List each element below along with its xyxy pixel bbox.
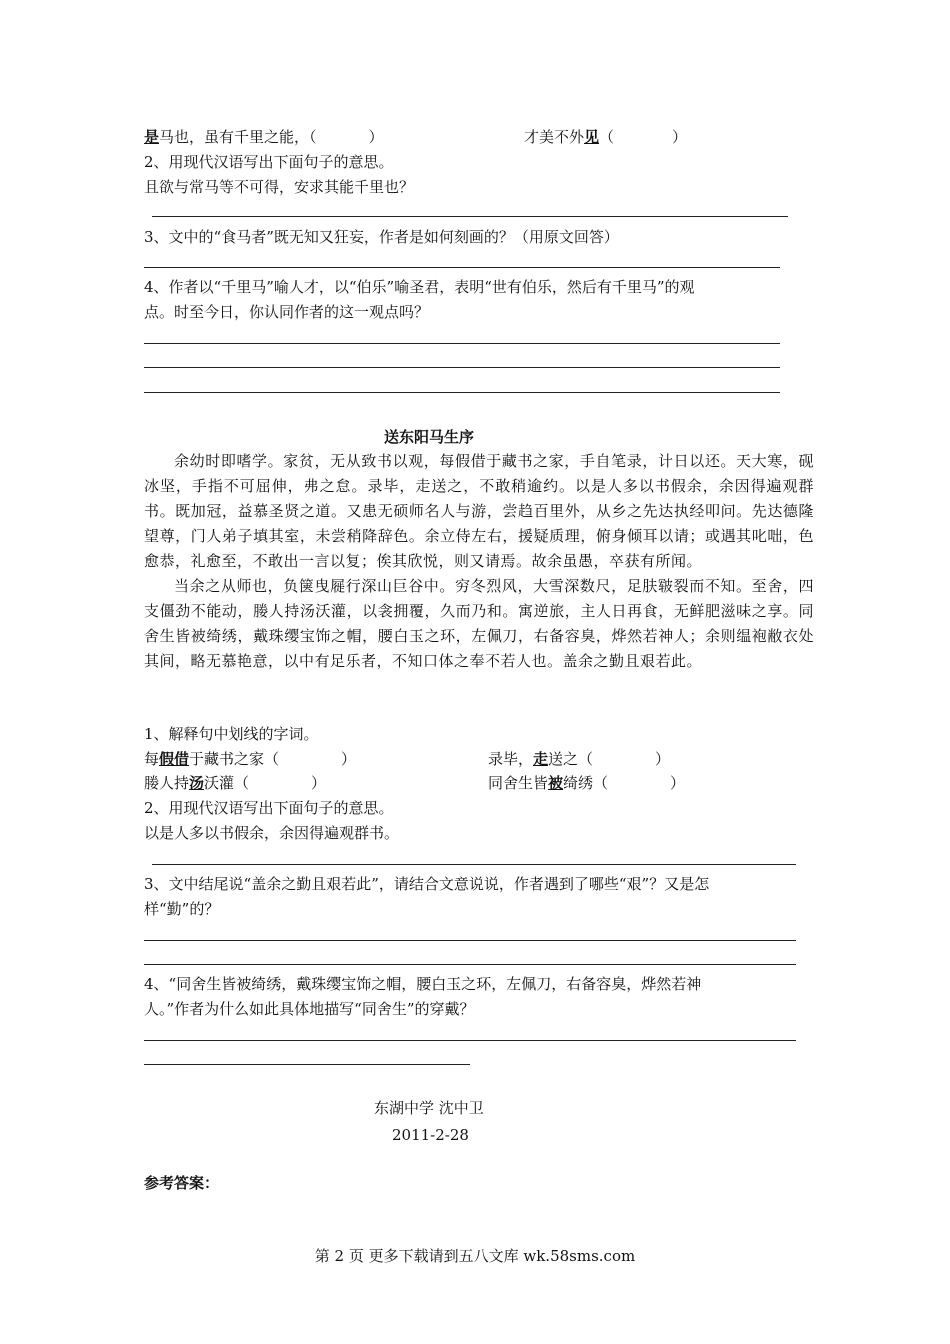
s2-q1c-close: ） [311, 774, 327, 792]
s1-q2-sentence: 且欲与常马等不可得，安求其能千里也？ [144, 178, 415, 196]
s2-q3-line1: 3、文中结尾说“盖余之勤且艰若此”，请结合文意说说，作者遇到了哪些“艰”？又是怎 [144, 875, 710, 893]
signature-school: 东湖中学 沈中卫 [374, 1099, 484, 1117]
s1-q3-answer-line[interactable] [144, 267, 780, 268]
page-footer: 第 2 页 更多下载请到五八文库 wk.58sms.com [314, 1247, 636, 1265]
s2-paragraph-2: 当余之从师也，负箧曳屣行深山巨谷中。穷冬烈风，大雪深数尺，足肤皲裂而不知。至舍，四支僵劲不能动，媵人持汤沃灌，以衾拥覆，久而乃和。寓逆旅，主人日再食，无鲜肥滋味之享。同舍生皆被绮绣，戴珠缨宝饰之帽，腰白玉之环，左佩刀，右备容臭，烨然若神人；余则缊袍敝衣处其间，略无慕艳意，以中有足乐者，不知口体之奉不若人也。盖余之勤且艰若此。 [144, 577, 814, 670]
s1-q1-line-b [524, 127, 687, 147]
s2-q1b-pre: 录毕， [488, 750, 534, 768]
s2-q3-line2: 样“勤”的？ [144, 900, 220, 918]
s2-q1a-word: 假借 [159, 750, 190, 768]
s2-q4-answer-line-1[interactable] [144, 1040, 796, 1041]
s2-q1c-post: 沃灌（ [204, 774, 250, 792]
answers-heading: 参考答案： [144, 1174, 220, 1192]
s2-q4-line2: 人。”作者为什么如此具体地描写“同舍生”的穿戴？ [144, 1000, 475, 1018]
s2-q1c-word: 汤 [189, 774, 205, 792]
s1-q1-word-a: 是 [144, 128, 160, 146]
s1-q2-answer-line[interactable] [152, 216, 788, 217]
s2-q2-answer-line[interactable] [152, 864, 796, 865]
s1-q2-prompt: 2、用现代汉语写出下面句子的意思。 [144, 153, 394, 171]
s2-q1-prompt: 1、解释句中划线的字词。 [144, 725, 319, 743]
s1-q1-text-b: 才美不外 [524, 128, 585, 146]
s1-q4-answer-line-3[interactable] [144, 392, 780, 393]
s2-q1d-post: 绮绣（ [563, 774, 609, 792]
s2-q1c [144, 773, 326, 793]
signature-date: 2011-2-28 [392, 1126, 469, 1144]
s2-q1d [488, 773, 685, 793]
s2-q1d-word: 被 [548, 774, 564, 792]
s2-q3-answer-line-2[interactable] [144, 964, 796, 965]
s2-q1b [488, 749, 670, 769]
s2-title: 送东阳马生序 [384, 428, 475, 446]
s2-q1b-word: 走 [533, 750, 549, 768]
s2-q4-line1: 4、“同舍生皆被绮绣，戴珠缨宝饰之帽，腰白玉之环，左佩刀，右备容臭，烨然若神 [144, 975, 702, 993]
s1-q3-prompt: 3、文中的“食马者”既无知又狂妄，作者是如何刻画的？（用原文回答） [144, 228, 619, 246]
s2-q1c-pre: 媵人持 [144, 774, 190, 792]
s2-q1b-close: ） [655, 750, 671, 768]
s1-q1-open-b: （ [599, 128, 615, 146]
s2-q1a-pre: 每 [144, 750, 160, 768]
s2-passage [144, 449, 814, 674]
s2-q2-sentence: 以是人多以书假余，余因得遍观群书。 [144, 824, 400, 842]
s1-q1-text-a: 马也，虽有千里之能，（ [159, 128, 317, 146]
s2-q1a-post: 于藏书之家（ [189, 750, 280, 768]
s1-q1-line [144, 127, 384, 147]
s2-q1b-post: 送之（ [548, 750, 594, 768]
s1-q1-word-b: 见 [584, 128, 600, 146]
s2-q1d-pre: 同舍生皆 [488, 774, 549, 792]
s2-q1a [144, 749, 356, 769]
s2-q3-answer-line-1[interactable] [144, 940, 796, 941]
s2-q4-answer-line-2[interactable] [144, 1064, 470, 1065]
s2-q1a-close: ） [341, 750, 357, 768]
s1-q1-close-b: ） [672, 128, 688, 146]
s1-q4-line1: 4、作者以“千里马”喻人才，以“伯乐”喻圣君，表明“世有伯乐，然后有千里马”的观 [144, 278, 695, 296]
s1-q4-answer-line-2[interactable] [144, 367, 780, 368]
s1-q4-answer-line-1[interactable] [144, 343, 780, 344]
s1-q1-close-a: ） [368, 128, 384, 146]
s2-q1d-close: ） [670, 774, 686, 792]
s2-q2-prompt: 2、用现代汉语写出下面句子的意思。 [144, 799, 394, 817]
s2-paragraph-1: 余幼时即嗜学。家贫，无从致书以观，每假借于藏书之家，手自笔录，计日以还。天大寒，砚冰坚，手指不可屈伸，弗之怠。录毕，走送之，不敢稍逾约。以是人多以书假余，余因得遍观群书。既加冠，益慕圣贤之道。又患无硕师名人与游，尝趋百里外，从乡之先达执经叩问。先达德隆望尊，门人弟子填其室，未尝稍降辞色。余立侍左右，援疑质理，俯身倾耳以请；或遇其叱咄，色愈恭，礼愈至，不敢出一言以复；俟其欣悦，则又请焉。故余虽愚，卒获有所闻。 [144, 452, 814, 570]
s1-q4-line2: 点。时至今日，你认同作者的这一观点吗？ [144, 303, 430, 321]
